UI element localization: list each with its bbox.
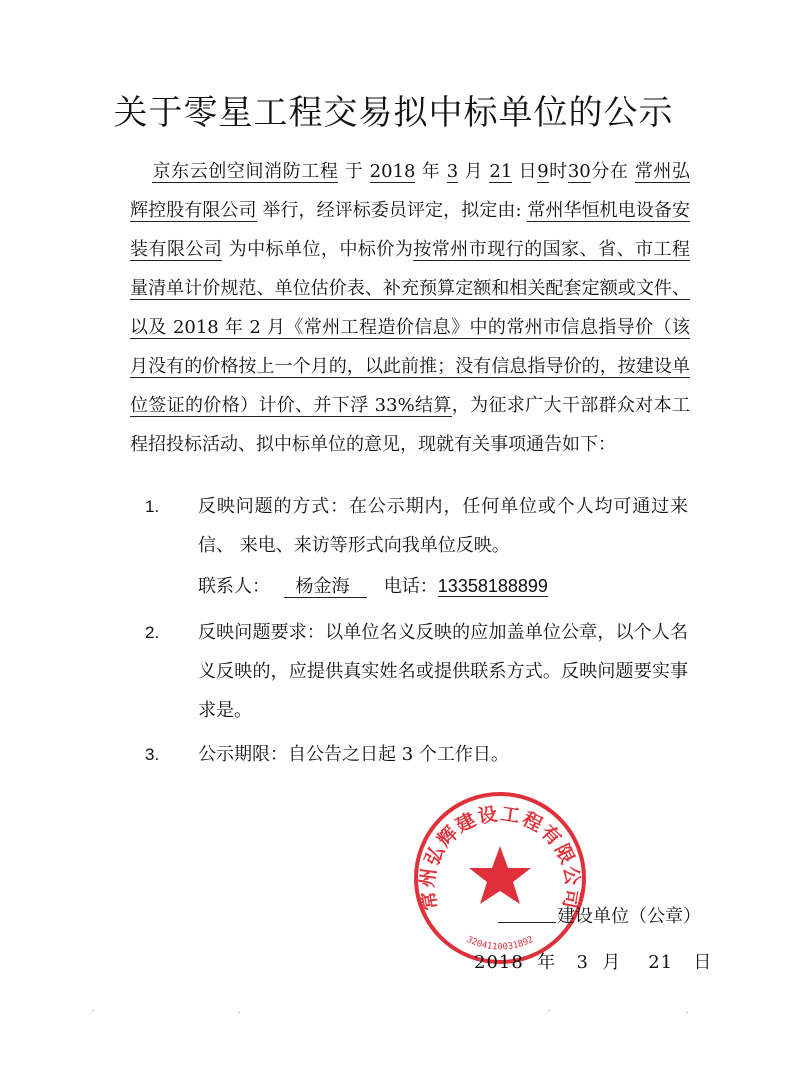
seal-star-icon — [469, 846, 531, 904]
date-year: 2018 — [369, 161, 416, 182]
signature-line — [498, 922, 556, 923]
item-number: 1. — [145, 497, 160, 516]
closing-text: ，为征求广大干部群众对本工程招投标活动、拟中标单位的意见，现就有关事项通告如下： — [130, 395, 690, 455]
date-month: 3 — [446, 161, 459, 182]
time-minute: 30 — [567, 161, 591, 182]
time-hour: 9 — [537, 161, 549, 182]
scan-speck — [238, 1012, 240, 1013]
organizer-name: 常州弘辉控股有限公司 — [130, 161, 690, 221]
item-text: 公示期限：自公告之日起 3 个工作日。 — [198, 744, 509, 765]
scan-speck — [686, 1012, 688, 1013]
project-name: 京东云创空间消防工程 — [152, 161, 339, 182]
scan-speck — [92, 1010, 94, 1011]
scan-speck — [548, 1010, 550, 1011]
seal-number: 3204110031892 — [464, 934, 536, 953]
winner-name: 常州华恒机电设备安装有限公司 — [130, 200, 690, 260]
seal-name: 常州弘辉建设工程有限公司 — [416, 802, 584, 913]
contact-phone: 13358188899 — [437, 576, 548, 596]
contact-line: 联系人： 杨金海 电话：13358188899 — [198, 576, 548, 597]
signature-date: 2018 年 3 月 21 日 — [474, 952, 713, 973]
item-text: 反映问题要求：以单位名义反映的应加盖单位公章，以个人名义反映的，应提供真实姓名或提供联系方式。反映问题要实事求是。 — [198, 622, 688, 721]
item-number: 3. — [145, 745, 160, 764]
main-paragraph: 京东云创空间消防工程 于 2018 年 3 月 21 日9时30分在 常州弘辉控股有限公司 举行，经评标委员评定，拟定由: 常州华恒机电设备安装有限公司 为中标单位，中标价为按常州市现行的国家、省、市工程量清单计价规范、单位估价表、补充预算定额和相关配套定额或文件、以及 2018 年 2 月《常州工程造价信息》中的常州市信息指导价（该月没有的价格按上一个月的，以此前推；没有信息指导价的，按建设单位签证的价格）计价、并下浮 33%结算，为征求广大干部群众对本工程招投标活动、拟中标单位的意见，现就有关事项通告如下： — [130, 161, 691, 455]
official-seal — [412, 790, 588, 966]
item-text: 反映问题的方式：在公示期内，任何单位或个人均可通过来信、 来电、来访等形式向我单位反映。 — [198, 496, 688, 556]
date-day: 21 — [489, 161, 513, 182]
signature-label: 建设单位（公章） — [557, 906, 701, 927]
price-basis: 按常州市现行的国家、省、市工程量清单计价规范、单位估价表、补充预算定额和相关配套定额或文件、以及 2018 年 2 月《常州工程造价信息》中的常州市信息指导价（该月没有的价格按上一个月的，以此前推；没有信息指导价的，按建设单位签证的价格）计价、并下浮 33%结算 — [130, 239, 691, 416]
page-title: 关于零星工程交易拟中标单位的公示 — [113, 92, 674, 133]
contact-person: 杨金海 — [284, 576, 367, 598]
item-number: 2. — [145, 623, 160, 642]
